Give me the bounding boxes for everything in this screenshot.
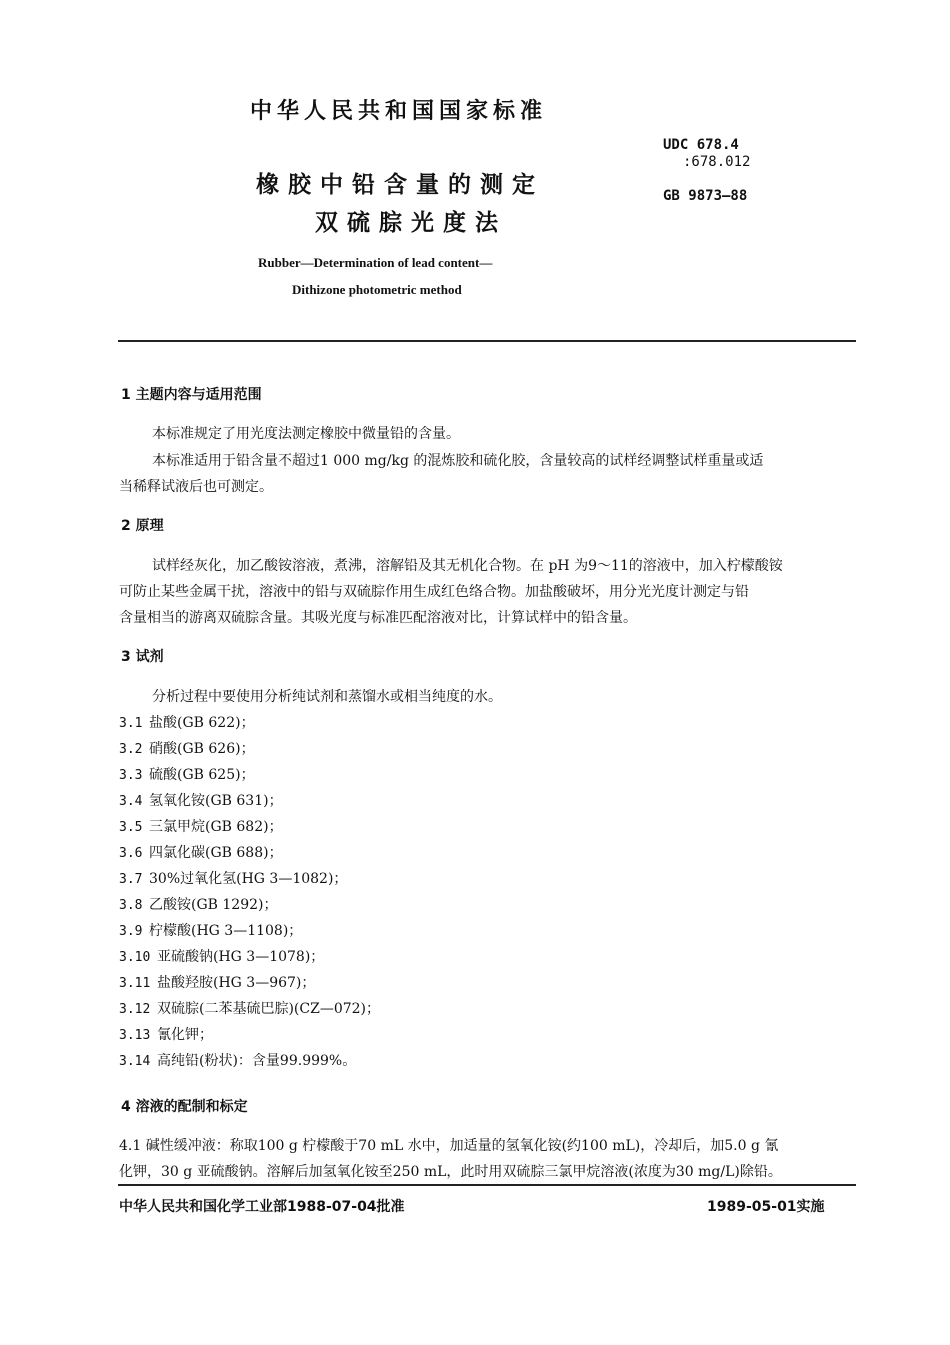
reagent-item: 3.6 四氯化碳(GB 688)； bbox=[119, 845, 283, 861]
section-1-para-1: 本标准规定了用光度法测定橡胶中微量铅的含量。 bbox=[152, 426, 460, 442]
reagent-item: 3.8 乙酸铵(GB 1292)； bbox=[119, 897, 278, 913]
section-3-intro: 分析过程中要使用分析纯试剂和蒸馏水或相当纯度的水。 bbox=[152, 689, 502, 705]
reagent-item: 3.5 三氯甲烷(GB 682)； bbox=[119, 819, 283, 835]
footer-divider bbox=[118, 1184, 856, 1186]
gb-number: GB 9873—88 bbox=[663, 188, 748, 204]
reagent-item: 3.10 亚硫酸钠(HG 3—1078)； bbox=[119, 949, 325, 965]
reagent-item: 3.13 氰化钾； bbox=[119, 1027, 213, 1043]
section-3-heading: 3 试剂 bbox=[121, 649, 164, 665]
header-divider bbox=[118, 340, 856, 342]
effective-date: 1989-05-01实施 bbox=[707, 1199, 825, 1215]
section-2-heading: 2 原理 bbox=[121, 518, 164, 534]
section-2-line2: 可防止某些金属干扰，溶液中的铅与双硫腙作用生成红色络合物。加盐酸破坏，用分光光度计测定与铅 bbox=[119, 584, 749, 600]
reagent-item: 3.3 硫酸(GB 625)； bbox=[119, 767, 255, 783]
section-2-line3: 含量相当的游离双硫腙含量。其吸光度与标准匹配溶液对比，计算试样中的铅含量。 bbox=[119, 610, 637, 626]
reagent-item: 3.11 盐酸羟胺(HG 3—967)； bbox=[119, 975, 316, 991]
section-1-para-2-line2: 当稀释试液后也可测定。 bbox=[119, 479, 273, 495]
reagent-item: 3.1 盐酸(GB 622)； bbox=[119, 715, 255, 731]
section-4-line2: 化钾，30 g 亚硫酸钠。溶解后加氢氧化铵至250 mL，此时用双硫腙三氯甲烷溶液(浓度为30 mg/L)除铅。 bbox=[119, 1164, 782, 1180]
section-4-heading: 4 溶液的配制和标定 bbox=[121, 1099, 248, 1115]
section-1-heading: 1 主题内容与适用范围 bbox=[121, 387, 262, 403]
title-cn-line2: 双硫腙光度法 bbox=[315, 210, 507, 236]
title-en-line2: Dithizone photometric method bbox=[292, 282, 462, 297]
reagent-item: 3.14 高纯铅(粉状)：含量99.999%。 bbox=[119, 1053, 357, 1069]
title-en-line1: Rubber—Determination of lead content— bbox=[258, 255, 493, 270]
standard-title: 中华人民共和国国家标准 bbox=[250, 99, 548, 124]
udc-line2: :678.012 bbox=[683, 154, 751, 170]
title-cn-line1: 橡胶中铅含量的测定 bbox=[256, 172, 544, 198]
section-2-line1: 试样经灰化，加乙酸铵溶液，煮沸，溶解铅及其无机化合物。在 pH 为9～11的溶液中，加入柠檬酸铵 bbox=[152, 558, 783, 574]
udc-line1: UDC 678.4 bbox=[663, 137, 739, 153]
approval-note: 中华人民共和国化学工业部1988-07-04批准 bbox=[119, 1199, 405, 1215]
reagent-item: 3.12 双硫腙(二苯基硫巴腙)(CZ—072)； bbox=[119, 1001, 381, 1017]
section-4-line1: 4.1 碱性缓冲液：称取100 g 柠檬酸于70 mL 水中，加适量的氢氧化铵(约100 mL)，冷却后，加5.0 g 氰 bbox=[119, 1138, 779, 1154]
reagent-item: 3.9 柠檬酸(HG 3—1108)； bbox=[119, 923, 303, 939]
section-1-para-2-line1: 本标准适用于铅含量不超过1 000 mg/kg 的混炼胶和硫化胶，含量较高的试样经调整试样重量或适 bbox=[152, 453, 764, 469]
reagent-item: 3.4 氢氧化铵(GB 631)； bbox=[119, 793, 283, 809]
reagent-item: 3.7 30%过氧化氢(HG 3—1082)； bbox=[119, 871, 348, 887]
reagent-item: 3.2 硝酸(GB 626)； bbox=[119, 741, 255, 757]
